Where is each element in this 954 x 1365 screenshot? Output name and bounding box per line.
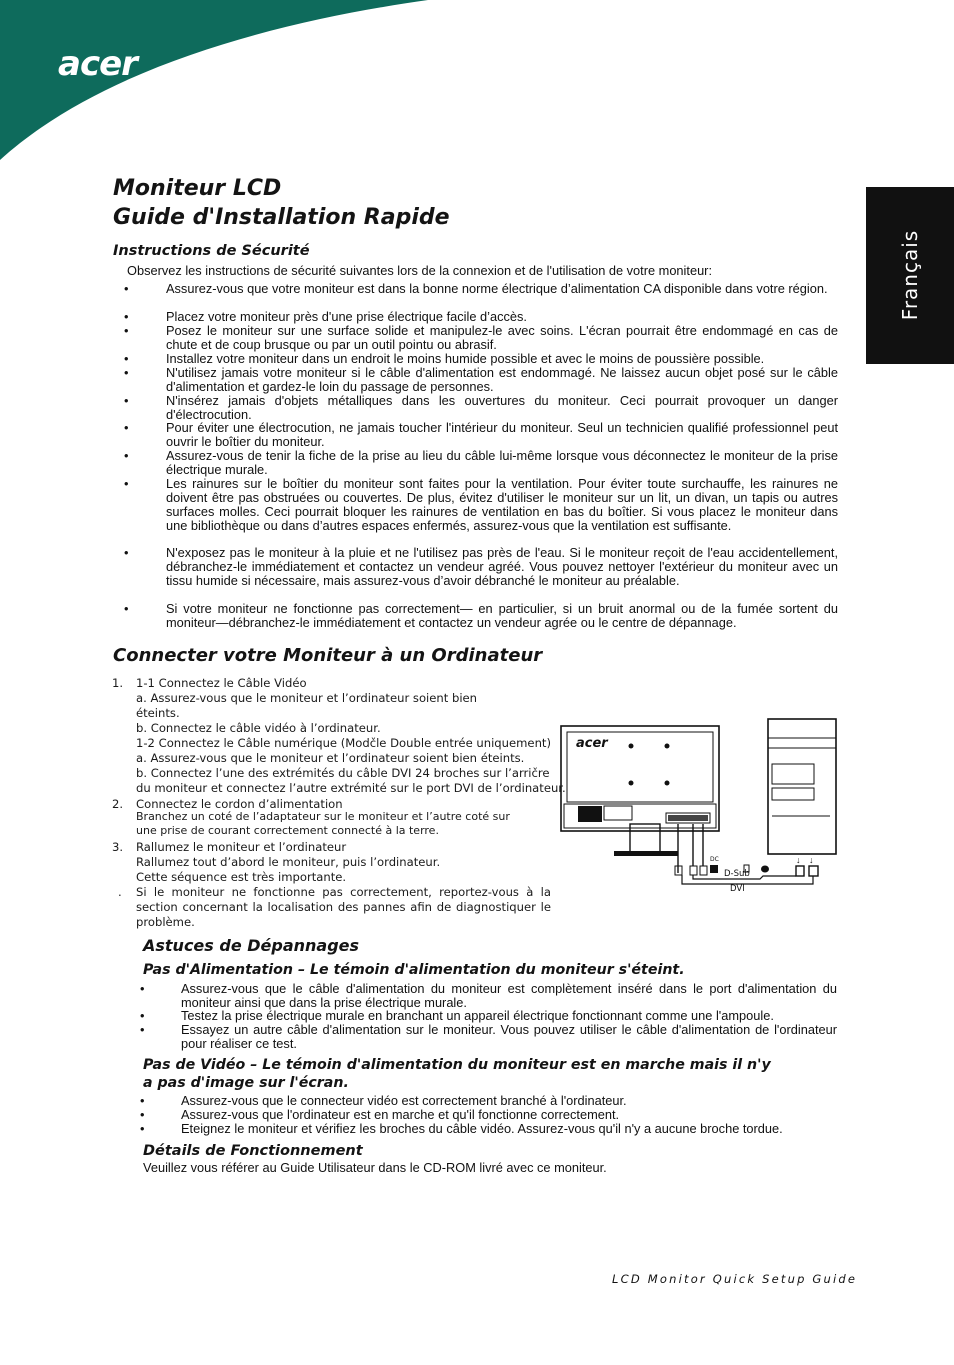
dvi-label: DVI bbox=[730, 884, 745, 894]
list-item-text: Assurez-vous que le connecteur vidéo est correctement branché à l'ordinateur. bbox=[181, 1093, 627, 1108]
step-number: . bbox=[118, 885, 122, 899]
dsub-label: D-Sub bbox=[724, 869, 750, 879]
language-tab-label: Français bbox=[898, 229, 922, 321]
bullet-icon: • bbox=[124, 323, 129, 338]
details-heading: Détails de Fonctionnement bbox=[143, 1143, 363, 1159]
video-heading-line1: Pas de Vidéo – Le témoin d'alimentation du moniteur est en marche mais il n'y bbox=[143, 1057, 771, 1073]
title-line2: Guide d'Installation Rapide bbox=[113, 205, 450, 230]
step-text: du moniteur et connectez l’autre extrémité sur le port DVI de l’ordinateur. bbox=[136, 781, 566, 795]
list-item-text: Placez votre moniteur près d'une prise électrique facile d’accès. bbox=[166, 309, 527, 324]
language-tab[interactable] bbox=[866, 187, 954, 364]
bullet-icon: • bbox=[140, 1093, 145, 1108]
bullet-icon: • bbox=[124, 351, 129, 366]
bullet-icon: • bbox=[124, 365, 129, 380]
step-text: 1-2 Connectez le Câble numérique (Modčle Double entrée uniquement) bbox=[136, 736, 551, 750]
connect-heading: Connecter votre Moniteur à un Ordinateur bbox=[113, 645, 543, 666]
dc-label: DC bbox=[710, 856, 719, 863]
step-text: 1-1 Connectez le Câble Vidéo bbox=[136, 676, 307, 690]
list-item-text: Assurez-vous que votre moniteur est dans la bonne norme électrique d’alimentation CA disponible dans votre région. bbox=[166, 281, 828, 296]
bullet-icon: • bbox=[140, 981, 145, 996]
step-text: a. Assurez-vous que le moniteur et l’ordinateur soient bien bbox=[136, 691, 478, 705]
arrow-down-icon: ↓ bbox=[796, 855, 801, 865]
step-text: Si le moniteur ne fonctionne pas correctement, reportez-vous à la section concernant la localisation des pannes afin de diagnostiquer le problème. bbox=[136, 885, 551, 930]
video-heading-line2: a pas d'image sur l'écran. bbox=[143, 1075, 349, 1091]
arrow-down-icon: ↓ bbox=[809, 855, 814, 865]
step-text: Rallumez le moniteur et l’ordinateur bbox=[136, 840, 347, 854]
safety-heading: Instructions de Sécurité bbox=[113, 243, 310, 259]
power-heading: Pas d'Alimentation – Le témoin d'alimentation du moniteur s'éteint. bbox=[143, 962, 685, 978]
step-text: b. Connectez le câble vidéo à l’ordinateur. bbox=[136, 721, 381, 735]
list-item-text: N'exposez pas le moniteur à la pluie et ne l'utilisez pas près de l'eau. Si le moniteur reçoit de l'eau accidentellement, débranchez-le immédiatement et contactez un vendeur agréé. Vous pouvez nettoyer l'extérieur du moniteur avec un tissu humide si nécessaire, mais assurez-vous d’avoir débranché le moniteur au préalable. bbox=[166, 545, 838, 588]
bullet-icon: • bbox=[140, 1008, 145, 1023]
list-item-text: Les rainures sur le boîtier du moniteur sont faites pour la ventilation. Pour éviter toute surchauffe, les rainures ne doivent être pas obstruées ou couvertes. De plus, évitez d'utiliser le moniteur sur un lit, un divan, un tapis ou autres surfaces molles. Ceci pourrait bloquer les rainures de ventilation en bas du boîtier. Si vous placez le moniteur dans une bibliothèque ou dans d’autres espaces enfermés, assurez-vous que la ventilation est suffisante. bbox=[166, 476, 838, 533]
bullet-icon: • bbox=[140, 1022, 145, 1037]
list-item-text: Installez votre moniteur dans un endroit le moins humide possible et avec le moins de poussière possible. bbox=[166, 351, 765, 366]
list-item-text: Assurez-vous que l'ordinateur est en marche et qu'il fonctionne correctement. bbox=[181, 1107, 620, 1122]
bullet-icon: • bbox=[124, 281, 129, 296]
bullet-icon: • bbox=[124, 448, 129, 463]
step-number: 1. bbox=[112, 676, 124, 690]
acer-logo: acer bbox=[58, 44, 137, 84]
step-text: b. Connectez l’une des extrémités du câble DVI 24 broches sur l’arričre bbox=[136, 766, 550, 780]
bullet-icon: • bbox=[124, 545, 129, 560]
list-item-text: Posez le moniteur sur une surface solide et manipulez-le avec soins. L'écran pourrait être endommagé en cas de chute et de coup brusque ou par un outil pointu ou abrasif. bbox=[166, 323, 838, 352]
bullet-icon: • bbox=[124, 309, 129, 324]
list-item-text: Testez la prise électrique murale en branchant un appareil électrique fonctionnant comme une l'ampoule. bbox=[181, 1008, 774, 1023]
list-item-text: Essayez un autre câble d'alimentation sur le moniteur. Vous pouvez utiliser le câble d'alimentation de l'ordinateur pour réaliser ce test. bbox=[181, 1022, 837, 1051]
step-number: 3. bbox=[112, 840, 124, 854]
footer-text: LCD Monitor Quick Setup Guide bbox=[612, 1272, 858, 1286]
bullet-icon: • bbox=[124, 476, 129, 491]
list-item-text: Eteignez le moniteur et vérifiez les broches du câble vidéo. Assurez-vous qu'il n'y a aucune broche tordue. bbox=[181, 1121, 783, 1136]
list-item-text: N'utilisez jamais votre moniteur si le câble d'alimentation est endommagé. Ne laissez aucun objet posé sur le câble d'alimentation et gardez-le loin du passage de personnes. bbox=[166, 365, 838, 394]
list-item-text: Si votre moniteur ne fonctionne pas correctement— en particulier, si un bruit anormal ou de la fumée sortent du moniteur—débranchez-le immédiatement et contactez un vendeur agrée ou le centre de dépannage. bbox=[166, 601, 838, 630]
step-text: Connectez le cordon d’alimentation bbox=[136, 797, 343, 811]
safety-intro: Observez les instructions de sécurité suivantes lors de la connexion et de l'utilisation de votre moniteur: bbox=[127, 263, 713, 278]
list-item-text: Assurez-vous que le câble d'alimentation du moniteur est complètement inséré dans le port d'alimentation du moniteur ainsi que dans la prise électrique murale. bbox=[181, 981, 837, 1010]
monitor-logo: acer bbox=[576, 736, 608, 751]
step-text: une prise de courant correctement connecté à la terre. bbox=[136, 824, 439, 837]
step-text: Branchez un coté de l’adaptateur sur le moniteur et l’autre coté sur bbox=[136, 810, 510, 823]
bullet-icon: • bbox=[124, 601, 129, 616]
details-text: Veuillez vous référer au Guide Utilisateur dans le CD-ROM livré avec ce moniteur. bbox=[143, 1160, 607, 1175]
step-text: a. Assurez-vous que le moniteur et l’ordinateur soient bien éteints. bbox=[136, 751, 525, 765]
bullet-icon: • bbox=[140, 1107, 145, 1122]
step-number: 2. bbox=[112, 797, 124, 811]
bullet-icon: • bbox=[124, 393, 129, 408]
step-text: éteints. bbox=[136, 706, 180, 720]
bullet-icon: • bbox=[140, 1121, 145, 1136]
list-item-text: Pour éviter une électrocution, ne jamais toucher l'intérieur du moniteur. Seul un technicien qualifié professionnel peut ouvrir le boîtier du moniteur. bbox=[166, 420, 838, 449]
troubleshoot-heading: Astuces de Dépannages bbox=[143, 936, 360, 955]
title-line1: Moniteur LCD bbox=[113, 176, 282, 201]
step-text: Cette séquence est très importante. bbox=[136, 870, 347, 884]
list-item-text: N'insérez jamais d'objets métalliques dans les ouvertures du moniteur. Ceci pourrait provoquer un danger d'électrocution. bbox=[166, 393, 838, 422]
list-item-text: Assurez-vous de tenir la fiche de la prise au lieu du câble lui-même lorsque vous déconnectez le moniteur de la prise électrique murale. bbox=[166, 448, 838, 477]
bullet-icon: • bbox=[124, 420, 129, 435]
step-text: Rallumez tout d’abord le moniteur, puis l’ordinateur. bbox=[136, 855, 441, 869]
